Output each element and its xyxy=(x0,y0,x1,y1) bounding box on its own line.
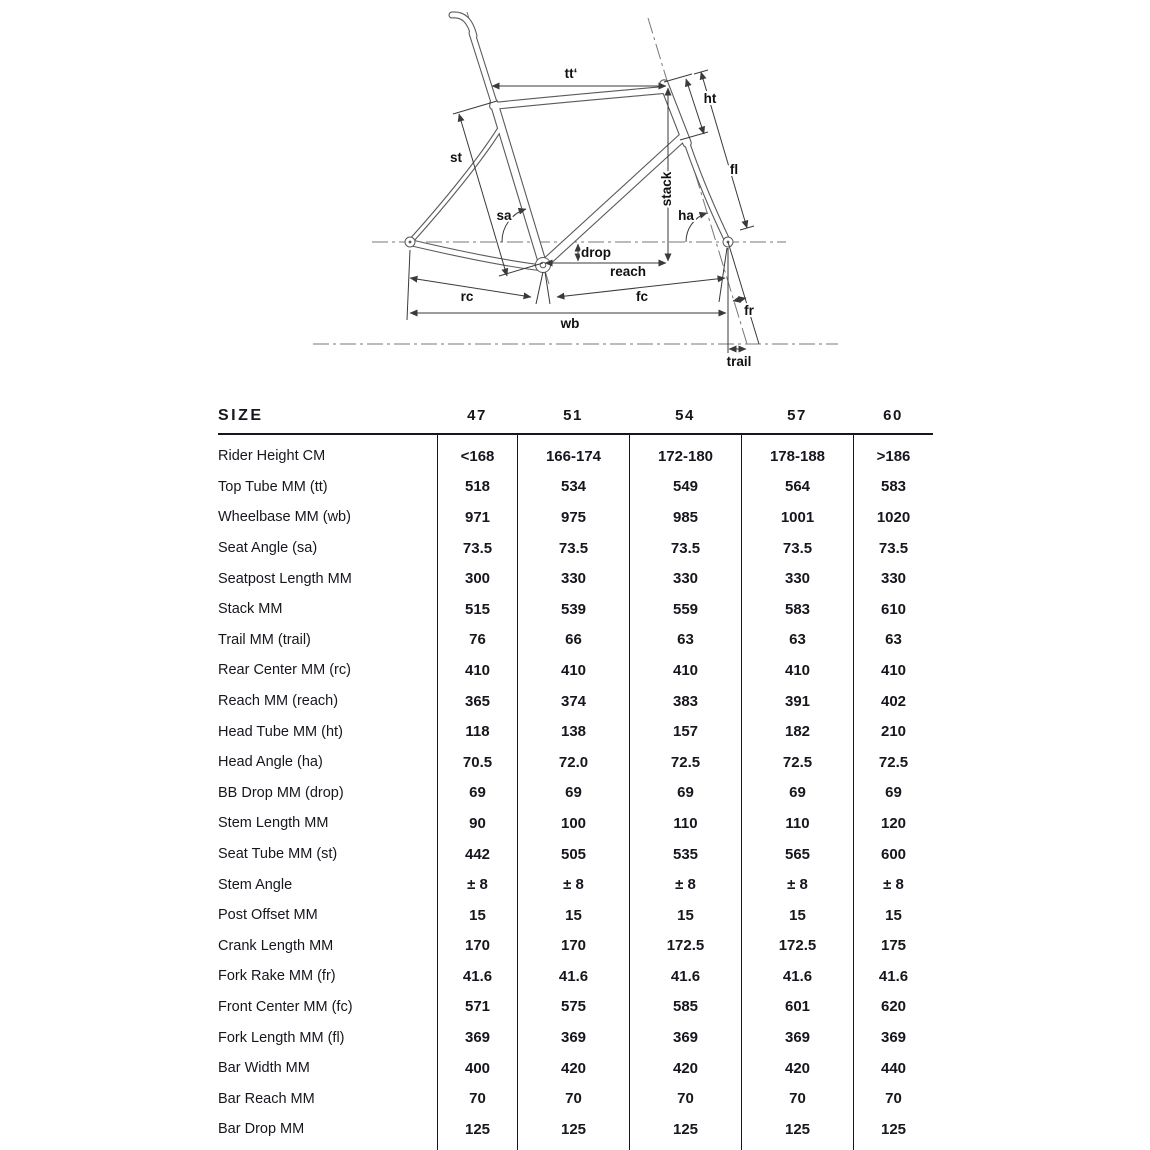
cell-value: 420 xyxy=(629,1053,741,1084)
cell-value: 400 xyxy=(437,1053,517,1084)
label-front-center: fc xyxy=(635,289,649,304)
cell-value: 63 xyxy=(629,625,741,656)
cell-value: 63 xyxy=(741,625,853,656)
label-fork-rake: fr xyxy=(744,303,754,318)
cell-value: ± 8 xyxy=(437,869,517,900)
cell-value: 100 xyxy=(517,808,629,839)
label-head-angle: ha xyxy=(678,208,694,223)
cell-value: 41.6 xyxy=(853,961,933,992)
cell-value: 601 xyxy=(741,992,853,1023)
cell-value: 1001 xyxy=(741,502,853,533)
geometry-table xyxy=(218,398,933,1150)
cell-value: 66 xyxy=(517,625,629,656)
cell-value: 73.5 xyxy=(517,533,629,564)
cell-value: 138 xyxy=(517,716,629,747)
row-label: Post Offset MM xyxy=(218,907,318,924)
cell-value: 539 xyxy=(517,594,629,625)
cell-value: 172.5 xyxy=(629,931,741,962)
cell-value: 535 xyxy=(629,839,741,870)
dim-head-tube xyxy=(686,79,704,134)
row-label: Wheelbase MM (wb) xyxy=(218,509,351,526)
cell-value: 69 xyxy=(741,778,853,809)
cell-value: <168 xyxy=(437,441,517,472)
table-row xyxy=(218,961,933,992)
row-label: Crank Length MM xyxy=(218,937,334,954)
table-row xyxy=(218,625,933,656)
cell-value: 575 xyxy=(517,992,629,1023)
cell-value: 125 xyxy=(853,1114,933,1145)
table-row xyxy=(218,655,933,686)
cell-value: 985 xyxy=(629,502,741,533)
label-stack: stack xyxy=(659,171,674,207)
row-label: Stem Length MM xyxy=(218,815,329,832)
table-row xyxy=(218,1053,933,1084)
cell-value: 559 xyxy=(629,594,741,625)
cell-value: 172-180 xyxy=(629,441,741,472)
cell-value: 70 xyxy=(437,1083,517,1114)
cell-value: ± 8 xyxy=(629,869,741,900)
cell-value: 440 xyxy=(853,1053,933,1084)
cell-value: 420 xyxy=(517,1053,629,1084)
cell-value: 166-174 xyxy=(517,441,629,472)
cell-value: 564 xyxy=(741,472,853,503)
row-label: Stack MM xyxy=(218,601,283,618)
size-column-header: 51 xyxy=(563,407,583,424)
frame-geometry-diagram xyxy=(0,0,1150,385)
cell-value: 365 xyxy=(437,686,517,717)
cell-value: 330 xyxy=(517,563,629,594)
cell-value: 41.6 xyxy=(517,961,629,992)
cell-value: 1020 xyxy=(853,502,933,533)
row-label: Seat Angle (sa) xyxy=(218,540,318,557)
row-label: Rear Center MM (rc) xyxy=(218,662,351,679)
cell-value: 369 xyxy=(741,1022,853,1053)
cell-value: 391 xyxy=(741,686,853,717)
cell-value: 125 xyxy=(437,1114,517,1145)
label-top-tube: tt‘ xyxy=(564,66,578,81)
label-head-tube: ht xyxy=(703,91,717,106)
label-seat-tube: st xyxy=(449,150,463,165)
cell-value: 410 xyxy=(437,655,517,686)
row-label: Fork Length MM (fl) xyxy=(218,1029,345,1046)
cell-value: 620 xyxy=(853,992,933,1023)
table-row xyxy=(218,563,933,594)
cell-value: 110 xyxy=(741,808,853,839)
cell-value: 73.5 xyxy=(629,533,741,564)
label-bb-drop: drop xyxy=(581,245,611,260)
table-row xyxy=(218,1083,933,1114)
table-row xyxy=(218,747,933,778)
table-row xyxy=(218,502,933,533)
cell-value: 549 xyxy=(629,472,741,503)
size-column-header: 60 xyxy=(883,407,903,424)
cell-value: 534 xyxy=(517,472,629,503)
cell-value: 172.5 xyxy=(741,931,853,962)
cell-value: ± 8 xyxy=(517,869,629,900)
frame-outline-fill xyxy=(411,15,728,268)
label-rear-center: rc xyxy=(460,289,474,304)
table-row xyxy=(218,839,933,870)
label-fork-length: fl xyxy=(729,162,739,177)
table-row xyxy=(218,1022,933,1053)
cell-value: 69 xyxy=(517,778,629,809)
cell-value: 72.5 xyxy=(853,747,933,778)
row-label: Reach MM (reach) xyxy=(218,693,339,710)
cell-value: 72.5 xyxy=(741,747,853,778)
size-column-header: 54 xyxy=(675,407,695,424)
size-column-header: 47 xyxy=(467,407,487,424)
cell-value: 178-188 xyxy=(741,441,853,472)
size-header: SIZE xyxy=(218,406,264,424)
cell-value: 383 xyxy=(629,686,741,717)
row-label: Bar Reach MM xyxy=(218,1090,315,1107)
row-label: Seatpost Length MM xyxy=(218,570,352,587)
cell-value: 610 xyxy=(853,594,933,625)
cell-value: >186 xyxy=(853,441,933,472)
cell-value: 170 xyxy=(517,931,629,962)
cell-value: 515 xyxy=(437,594,517,625)
table-row xyxy=(218,472,933,503)
cell-value: 120 xyxy=(853,808,933,839)
cell-value: ± 8 xyxy=(853,869,933,900)
row-label: Head Tube MM (ht) xyxy=(218,723,343,740)
cell-value: 420 xyxy=(741,1053,853,1084)
cell-value: 330 xyxy=(629,563,741,594)
cell-value: 571 xyxy=(437,992,517,1023)
row-label: Stem Angle xyxy=(218,876,293,893)
table-row xyxy=(218,808,933,839)
cell-value: 975 xyxy=(517,502,629,533)
row-label: Seat Tube MM (st) xyxy=(218,846,338,863)
cell-value: 15 xyxy=(853,900,933,931)
cell-value: 73.5 xyxy=(853,533,933,564)
label-trail: trail xyxy=(726,354,752,369)
cell-value: 170 xyxy=(437,931,517,962)
cell-value: 15 xyxy=(629,900,741,931)
cell-value: 505 xyxy=(517,839,629,870)
cell-value: 90 xyxy=(437,808,517,839)
size-column-header: 57 xyxy=(787,407,807,424)
label-seat-angle: sa xyxy=(496,208,512,223)
frame-geometry-svg xyxy=(0,0,1150,385)
table-row xyxy=(218,992,933,1023)
cell-value: 369 xyxy=(629,1022,741,1053)
cell-value: 585 xyxy=(629,992,741,1023)
cell-value: 330 xyxy=(853,563,933,594)
row-label: Head Angle (ha) xyxy=(218,754,323,771)
cell-value: 410 xyxy=(853,655,933,686)
table-row xyxy=(218,716,933,747)
table-rows xyxy=(218,441,933,1145)
cell-value: 518 xyxy=(437,472,517,503)
cell-value: 369 xyxy=(437,1022,517,1053)
cell-value: 583 xyxy=(741,594,853,625)
table-row xyxy=(218,441,933,472)
cell-value: 73.5 xyxy=(437,533,517,564)
cell-value: 118 xyxy=(437,716,517,747)
cell-value: 15 xyxy=(437,900,517,931)
cell-value: 210 xyxy=(853,716,933,747)
table-row xyxy=(218,686,933,717)
table-row xyxy=(218,1114,933,1145)
cell-value: 110 xyxy=(629,808,741,839)
cell-value: 69 xyxy=(853,778,933,809)
cell-value: 369 xyxy=(853,1022,933,1053)
cell-value: 565 xyxy=(741,839,853,870)
cell-value: 182 xyxy=(741,716,853,747)
rake-parallel-line xyxy=(728,242,759,344)
table-row xyxy=(218,900,933,931)
cell-value: 410 xyxy=(517,655,629,686)
table-header-row xyxy=(218,398,933,435)
row-label: BB Drop MM (drop) xyxy=(218,784,344,801)
cell-value: 15 xyxy=(741,900,853,931)
cell-value: 63 xyxy=(853,625,933,656)
reference-axes xyxy=(313,12,838,344)
cell-value: 583 xyxy=(853,472,933,503)
cell-value: 70 xyxy=(629,1083,741,1114)
cell-value: ± 8 xyxy=(741,869,853,900)
cell-value: 76 xyxy=(437,625,517,656)
table-bottom-spacer xyxy=(218,1145,933,1150)
cell-value: 374 xyxy=(517,686,629,717)
cell-value: 300 xyxy=(437,563,517,594)
cell-value: 15 xyxy=(517,900,629,931)
table-row xyxy=(218,594,933,625)
table-row xyxy=(218,869,933,900)
row-label: Rider Height CM xyxy=(218,448,326,465)
cell-value: 410 xyxy=(741,655,853,686)
cell-value: 73.5 xyxy=(741,533,853,564)
cell-value: 402 xyxy=(853,686,933,717)
cell-value: 70 xyxy=(853,1083,933,1114)
cell-value: 600 xyxy=(853,839,933,870)
cell-value: 70.5 xyxy=(437,747,517,778)
cell-value: 125 xyxy=(741,1114,853,1145)
cell-value: 175 xyxy=(853,931,933,962)
cell-value: 69 xyxy=(629,778,741,809)
extension-lines xyxy=(407,70,759,353)
cell-value: 72.0 xyxy=(517,747,629,778)
cell-value: 41.6 xyxy=(629,961,741,992)
cell-value: 72.5 xyxy=(629,747,741,778)
dimension-lines xyxy=(410,72,747,349)
row-label: Bar Drop MM xyxy=(218,1121,305,1138)
row-label: Trail MM (trail) xyxy=(218,631,311,648)
row-label: Bar Width MM xyxy=(218,1060,310,1077)
cell-value: 125 xyxy=(517,1114,629,1145)
table-row xyxy=(218,778,933,809)
row-label: Fork Rake MM (fr) xyxy=(218,968,336,985)
row-label: Top Tube MM (tt) xyxy=(218,478,328,495)
cell-value: 971 xyxy=(437,502,517,533)
cell-value: 410 xyxy=(629,655,741,686)
cell-value: 41.6 xyxy=(437,961,517,992)
cell-value: 70 xyxy=(741,1083,853,1114)
table-row xyxy=(218,533,933,564)
cell-value: 70 xyxy=(517,1083,629,1114)
cell-value: 69 xyxy=(437,778,517,809)
dim-fork-rake xyxy=(733,298,746,301)
cell-value: 442 xyxy=(437,839,517,870)
cell-value: 369 xyxy=(517,1022,629,1053)
label-wheelbase: wb xyxy=(560,316,580,331)
row-label: Front Center MM (fc) xyxy=(218,998,353,1015)
cell-value: 157 xyxy=(629,716,741,747)
cell-value: 41.6 xyxy=(741,961,853,992)
cell-value: 125 xyxy=(629,1114,741,1145)
cell-value: 330 xyxy=(741,563,853,594)
table-body xyxy=(218,435,933,1150)
table-row xyxy=(218,931,933,962)
label-reach: reach xyxy=(609,264,647,279)
